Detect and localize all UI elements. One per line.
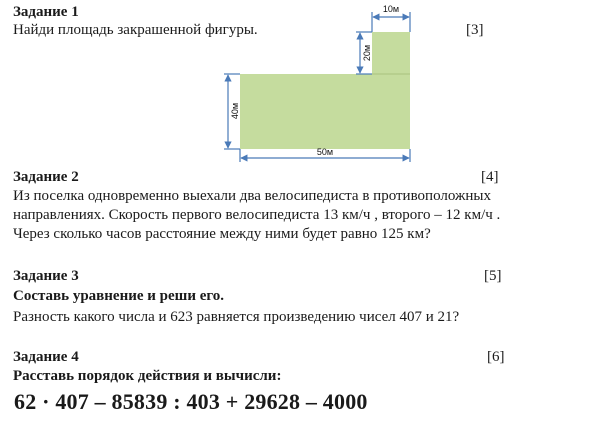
dim-label-notch-height: 20м <box>362 44 372 62</box>
task1-text: Найди площадь закрашенной фигуры. <box>13 22 258 38</box>
task4-subtitle: Расставь порядок действия и вычисли: <box>13 368 282 384</box>
task2-title: Задание 2 <box>13 169 79 185</box>
task4-points: [6] <box>487 349 505 365</box>
shaded-figure <box>0 0 607 170</box>
task3-points: [5] <box>484 268 502 284</box>
task3-subtitle: Составь уравнение и реши его. <box>13 288 225 304</box>
figure-shape <box>240 32 410 149</box>
task4-expression: 62 · 407 – 85839 : 403 + 29628 – 4000 <box>14 389 368 414</box>
dim-label-top-width: 10м <box>382 4 400 14</box>
task2-points: [4] <box>481 169 499 185</box>
task2-line-1: Из поселка одновременно выехали два велосипедиста в противоположных <box>13 188 491 204</box>
task1-title: Задание 1 <box>13 4 79 20</box>
task2-line-3: Через сколько часов расстояние между ними будет равно 125 км? <box>13 226 431 242</box>
task3-title: Задание 3 <box>13 268 79 284</box>
task1-points: [3] <box>466 22 484 38</box>
task4-title: Задание 4 <box>13 349 79 365</box>
dim-label-width: 50м <box>316 147 334 157</box>
dim-label-height: 40м <box>230 102 240 120</box>
task3-text: Разность какого числа и 623 равняется произведению чисел 407 и 21? <box>13 309 460 325</box>
task2-line-2: направлениях. Скорость первого велосипедиста 13 км/ч , второго – 12 км/ч . <box>13 207 501 223</box>
task2-text <box>13 187 500 244</box>
